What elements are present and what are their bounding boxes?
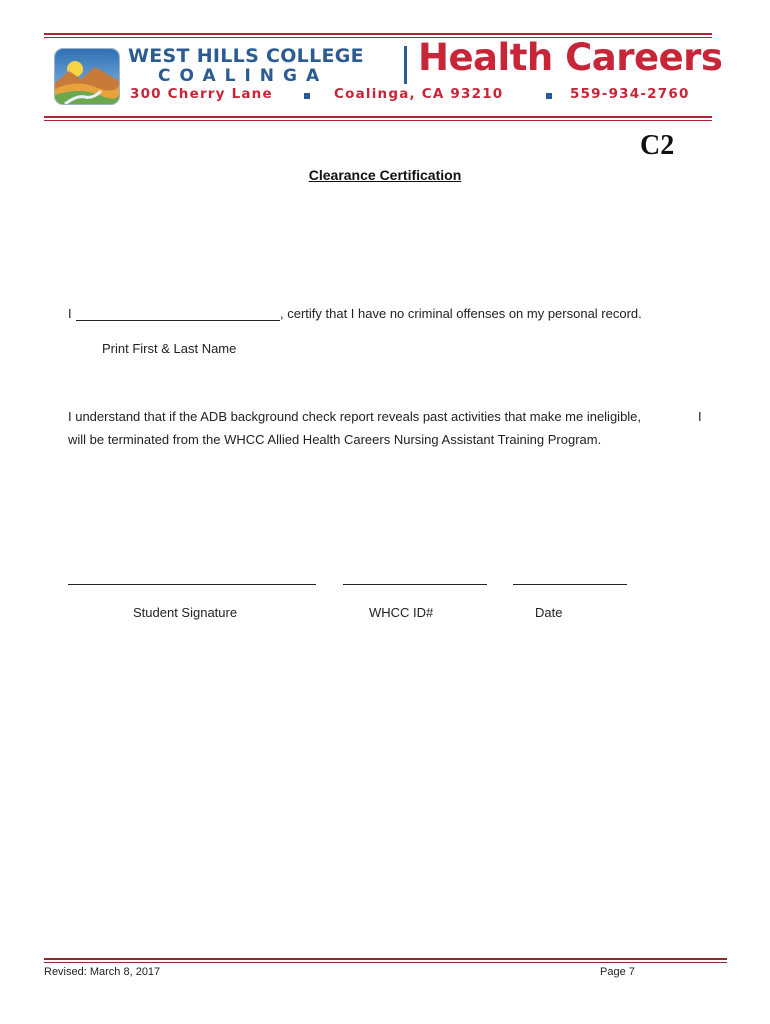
college-name: WEST HILLS COLLEGE — [128, 45, 364, 67]
landscape-logo-icon — [54, 48, 120, 105]
certify-statement: , certify that I have no criminal offenses on my personal record. — [280, 306, 642, 321]
date-field-line[interactable] — [513, 584, 627, 585]
header-bottom-rule-thin — [44, 120, 712, 121]
signature-field-line[interactable] — [68, 584, 316, 585]
id-field-line[interactable] — [343, 584, 487, 585]
statement-line-2: will be terminated from the WHCC Allied Health Careers Nursing Assistant Training Program. — [68, 432, 602, 447]
separator-bullet — [304, 93, 310, 99]
signature-label: Student Signature — [133, 605, 238, 620]
health-careers-title: Health Careers — [418, 36, 723, 79]
header-top-rule — [44, 33, 712, 35]
certify-prefix: I — [68, 306, 72, 321]
page-title: Clearance Certification — [308, 167, 462, 183]
city-state-zip: Coalinga, CA 93210 — [334, 86, 504, 102]
header-divider — [404, 46, 407, 84]
phone-number: 559-934-2760 — [570, 86, 690, 102]
footer-rule — [44, 958, 727, 960]
college-city: COALINGA — [158, 66, 329, 86]
statement-trailing-word: I — [698, 409, 702, 424]
header-bottom-rule — [44, 116, 712, 118]
separator-bullet — [546, 93, 552, 99]
footer-rule-thin — [44, 962, 727, 963]
revision-date: Revised: March 8, 2017 — [44, 966, 161, 978]
statement-line-1: I understand that if the ADB background check report reveals past activities that make me ineligible, — [68, 409, 642, 424]
id-label: WHCC ID# — [369, 605, 434, 620]
name-field-caption: Print First & Last Name — [102, 341, 237, 356]
street-address: 300 Cherry Lane — [130, 86, 273, 102]
name-field-line[interactable] — [76, 320, 280, 321]
form-code: C2 — [640, 130, 675, 161]
date-label: Date — [535, 605, 563, 620]
page-number: Page 7 — [600, 966, 635, 978]
